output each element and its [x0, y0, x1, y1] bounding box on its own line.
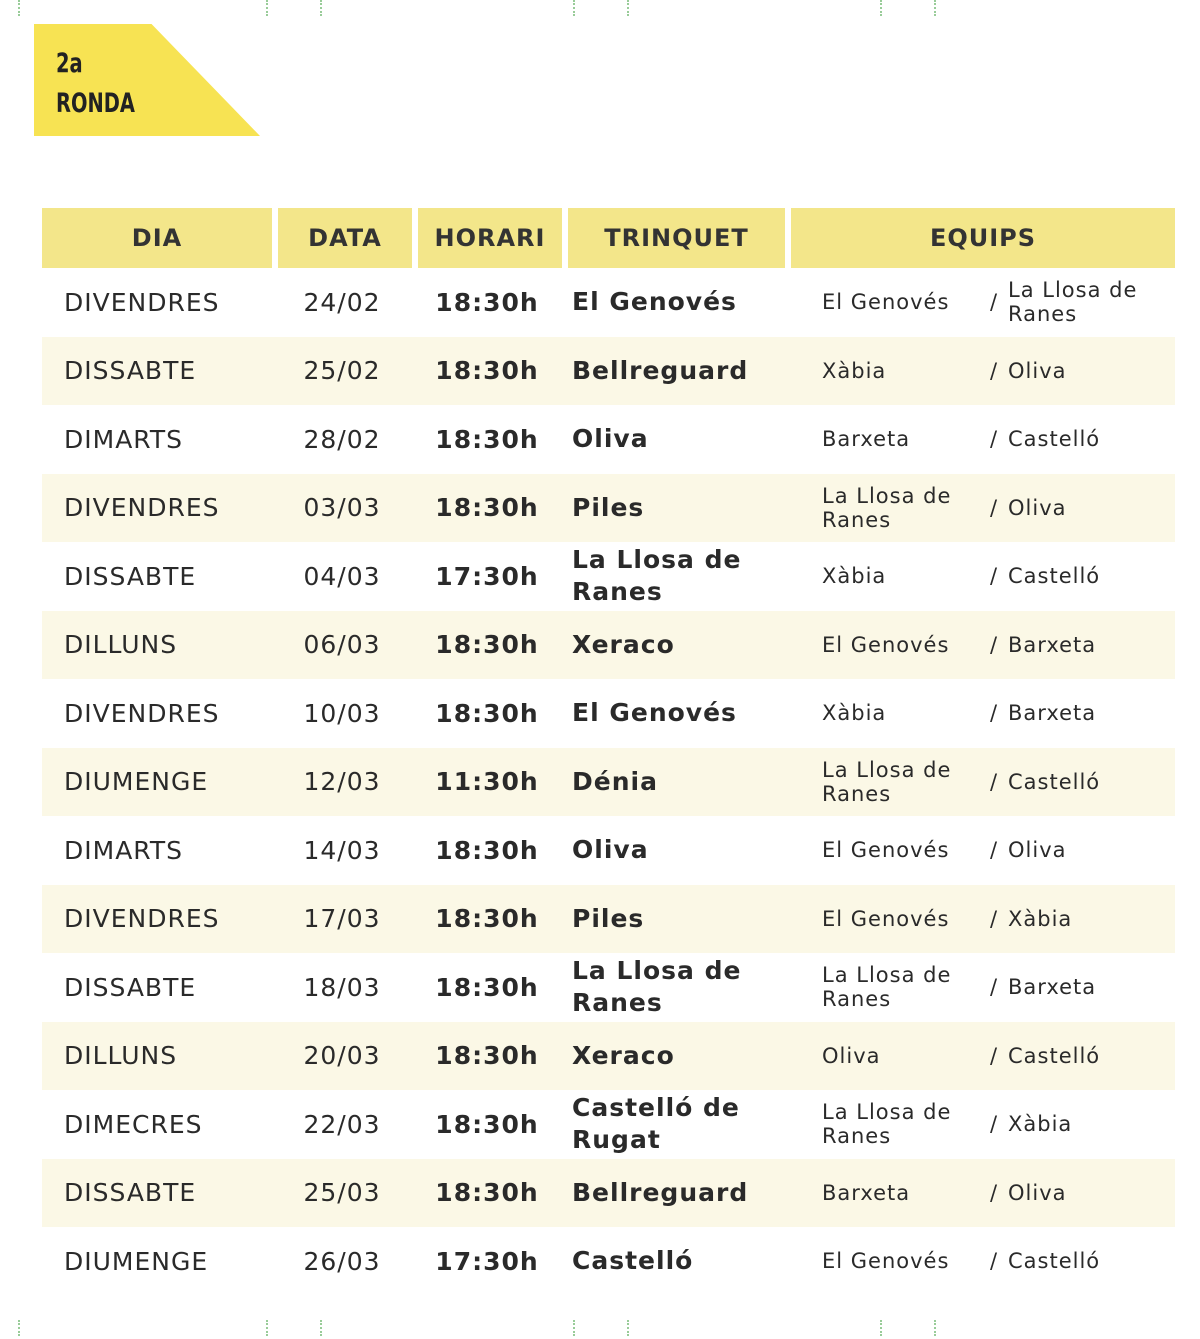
- team-visitant: Oliva: [1008, 838, 1067, 863]
- cell-trinquet: Bellreguard: [572, 1177, 749, 1207]
- crop-mark: [627, 1320, 631, 1336]
- table-row: [42, 1227, 1175, 1296]
- team-separator: /: [989, 975, 999, 1000]
- cell-equips: [784, 427, 1175, 451]
- team-local: Xàbia: [822, 358, 887, 383]
- cell-equips: [784, 359, 1175, 383]
- cell-data: 12/03: [303, 767, 381, 797]
- table-body: [42, 268, 1175, 1296]
- team-visitant: Castelló: [1008, 1249, 1101, 1274]
- cell-trinquet: Xeraco: [572, 1040, 675, 1070]
- cell-data: 04/03: [303, 561, 381, 591]
- team-local: Xàbia: [822, 701, 887, 726]
- cell-horari: 11:30h: [435, 767, 539, 797]
- cell-trinquet: La Llosa de Ranes: [572, 956, 742, 1018]
- table-row: [42, 542, 1175, 611]
- table-row: [42, 474, 1175, 543]
- cell-horari: 18:30h: [435, 972, 539, 1002]
- cell-data: 10/03: [303, 698, 381, 728]
- team-visitant: Barxeta: [1008, 975, 1097, 1000]
- team-visitant: Castelló: [1008, 1043, 1101, 1068]
- cell-dia: DISSABTE: [64, 972, 197, 1002]
- schedule-table: [42, 208, 1175, 1296]
- crop-mark: [934, 1320, 938, 1336]
- cell-horari: 18:30h: [435, 698, 539, 728]
- cell-data: 17/03: [303, 904, 381, 934]
- table-row: [42, 268, 1175, 337]
- cell-trinquet: Bellreguard: [572, 355, 749, 385]
- header-equips: EQUIPS: [791, 208, 1175, 268]
- table-row: [42, 748, 1175, 817]
- cell-horari: 18:30h: [435, 1041, 539, 1071]
- team-visitant: Oliva: [1008, 358, 1067, 383]
- cell-dia: DISSABTE: [64, 561, 197, 591]
- team-local: Barxeta: [822, 427, 911, 452]
- crop-mark: [320, 1320, 324, 1336]
- cell-horari: 18:30h: [435, 493, 539, 523]
- table-row: [42, 953, 1175, 1022]
- cell-trinquet: Xeraco: [572, 629, 675, 659]
- cell-equips: [784, 1044, 1175, 1068]
- team-visitant: Xàbia: [1008, 906, 1073, 931]
- team-local: El Genovés: [822, 632, 950, 657]
- team-separator: /: [989, 769, 999, 794]
- team-separator: /: [989, 1249, 999, 1274]
- cell-data: 26/03: [303, 1246, 381, 1276]
- team-visitant: Oliva: [1008, 1180, 1067, 1205]
- table-row: [42, 611, 1175, 680]
- team-separator: /: [989, 290, 999, 315]
- cell-horari: 17:30h: [435, 1246, 539, 1276]
- table-row: [42, 405, 1175, 474]
- cell-trinquet: Castelló de Rugat: [572, 1093, 740, 1155]
- cell-horari: 18:30h: [435, 904, 539, 934]
- cell-equips: [784, 564, 1175, 588]
- cell-dia: DILLUNS: [64, 1041, 178, 1071]
- cell-dia: DIVENDRES: [64, 287, 220, 317]
- cell-equips: [784, 838, 1175, 862]
- team-local: El Genovés: [822, 1249, 950, 1274]
- cell-trinquet: Oliva: [572, 424, 649, 454]
- team-local: El Genovés: [822, 290, 950, 315]
- cell-equips: [784, 633, 1175, 657]
- cell-dia: DILLUNS: [64, 630, 178, 660]
- team-local: La Llosa de Ranes: [822, 483, 952, 532]
- crop-mark: [18, 1320, 22, 1336]
- cell-equips: [784, 278, 1175, 326]
- team-separator: /: [989, 1180, 999, 1205]
- cell-horari: 18:30h: [435, 287, 539, 317]
- cell-dia: DISSABTE: [64, 1178, 197, 1208]
- team-separator: /: [989, 358, 999, 383]
- team-visitant: La Llosa de Ranes: [1008, 278, 1138, 327]
- team-visitant: Oliva: [1008, 495, 1067, 520]
- cell-data: 28/02: [303, 424, 381, 454]
- cell-data: 24/02: [303, 287, 381, 317]
- cell-trinquet: Oliva: [572, 835, 649, 865]
- table-row: [42, 1159, 1175, 1228]
- cell-dia: DIVENDRES: [64, 493, 220, 523]
- crop-mark: [266, 0, 270, 16]
- cell-dia: DIMARTS: [64, 835, 183, 865]
- table-row: [42, 1090, 1175, 1159]
- table-row: [42, 679, 1175, 748]
- crop-mark: [320, 0, 324, 16]
- team-visitant: Castelló: [1008, 769, 1101, 794]
- team-visitant: Barxeta: [1008, 632, 1097, 657]
- cell-trinquet: La Llosa de Ranes: [572, 545, 742, 607]
- cell-trinquet: Dénia: [572, 766, 658, 796]
- cell-dia: DIUMENGE: [64, 767, 209, 797]
- team-local: Oliva: [822, 1043, 881, 1068]
- team-local: La Llosa de Ranes: [822, 963, 952, 1012]
- cell-data: 20/03: [303, 1041, 381, 1071]
- team-separator: /: [989, 564, 999, 589]
- team-local: El Genovés: [822, 906, 950, 931]
- team-separator: /: [989, 1043, 999, 1068]
- cell-trinquet: El Genovés: [572, 287, 737, 317]
- team-separator: /: [989, 906, 999, 931]
- cell-data: 25/02: [303, 356, 381, 386]
- cell-horari: 18:30h: [435, 1178, 539, 1208]
- team-separator: /: [989, 701, 999, 726]
- cell-dia: DIVENDRES: [64, 698, 220, 728]
- cell-dia: DIVENDRES: [64, 904, 220, 934]
- cell-equips: [784, 484, 1175, 532]
- team-visitant: Castelló: [1008, 564, 1101, 589]
- team-visitant: Barxeta: [1008, 701, 1097, 726]
- team-local: Xàbia: [822, 564, 887, 589]
- cell-equips: [784, 1249, 1175, 1273]
- cell-trinquet: Piles: [572, 903, 645, 933]
- cell-equips: [784, 758, 1175, 806]
- cell-horari: 18:30h: [435, 356, 539, 386]
- cell-horari: 17:30h: [435, 561, 539, 591]
- cell-data: 14/03: [303, 835, 381, 865]
- header-trinquet: TRINQUET: [568, 208, 785, 268]
- crop-mark: [934, 0, 938, 16]
- cell-trinquet: El Genovés: [572, 698, 737, 728]
- header-dia: DIA: [42, 208, 272, 268]
- cell-data: 25/03: [303, 1178, 381, 1208]
- cell-equips: [784, 701, 1175, 725]
- crop-mark: [627, 0, 631, 16]
- round-word: RONDA: [56, 88, 135, 119]
- cell-dia: DIUMENGE: [64, 1246, 209, 1276]
- table-row: [42, 816, 1175, 885]
- team-local: La Llosa de Ranes: [822, 1100, 952, 1149]
- cell-dia: DIMARTS: [64, 424, 183, 454]
- cell-dia: DISSABTE: [64, 356, 197, 386]
- cell-horari: 18:30h: [435, 835, 539, 865]
- crop-mark: [266, 1320, 270, 1336]
- team-local: El Genovés: [822, 838, 950, 863]
- team-separator: /: [989, 632, 999, 657]
- table-row: [42, 885, 1175, 954]
- cell-equips: [784, 907, 1175, 931]
- cell-equips: [784, 1181, 1175, 1205]
- cell-horari: 18:30h: [435, 424, 539, 454]
- cell-dia: DIMECRES: [64, 1109, 203, 1139]
- header-horari: HORARI: [418, 208, 562, 268]
- crop-mark: [573, 1320, 577, 1336]
- team-separator: /: [989, 495, 999, 520]
- cell-data: 03/03: [303, 493, 381, 523]
- team-visitant: Castelló: [1008, 427, 1101, 452]
- cell-equips: [784, 1100, 1175, 1148]
- cell-horari: 18:30h: [435, 1109, 539, 1139]
- cell-equips: [784, 963, 1175, 1011]
- crop-mark: [880, 1320, 884, 1336]
- round-label: [56, 44, 135, 124]
- team-separator: /: [989, 838, 999, 863]
- table-row: [42, 1022, 1175, 1091]
- cell-trinquet: Piles: [572, 492, 645, 522]
- team-visitant: Xàbia: [1008, 1112, 1073, 1137]
- cell-trinquet: Castelló: [572, 1246, 694, 1276]
- round-number: 2a: [56, 48, 83, 79]
- crop-mark: [573, 0, 577, 16]
- cell-data: 22/03: [303, 1109, 381, 1139]
- cell-data: 18/03: [303, 972, 381, 1002]
- crop-mark: [18, 0, 22, 16]
- team-separator: /: [989, 1112, 999, 1137]
- team-local: La Llosa de Ranes: [822, 757, 952, 806]
- cell-data: 06/03: [303, 630, 381, 660]
- table-header: [42, 208, 1175, 268]
- team-local: Barxeta: [822, 1180, 911, 1205]
- cell-horari: 18:30h: [435, 630, 539, 660]
- table-row: [42, 337, 1175, 406]
- team-separator: /: [989, 427, 999, 452]
- header-data: DATA: [278, 208, 412, 268]
- crop-mark: [880, 0, 884, 16]
